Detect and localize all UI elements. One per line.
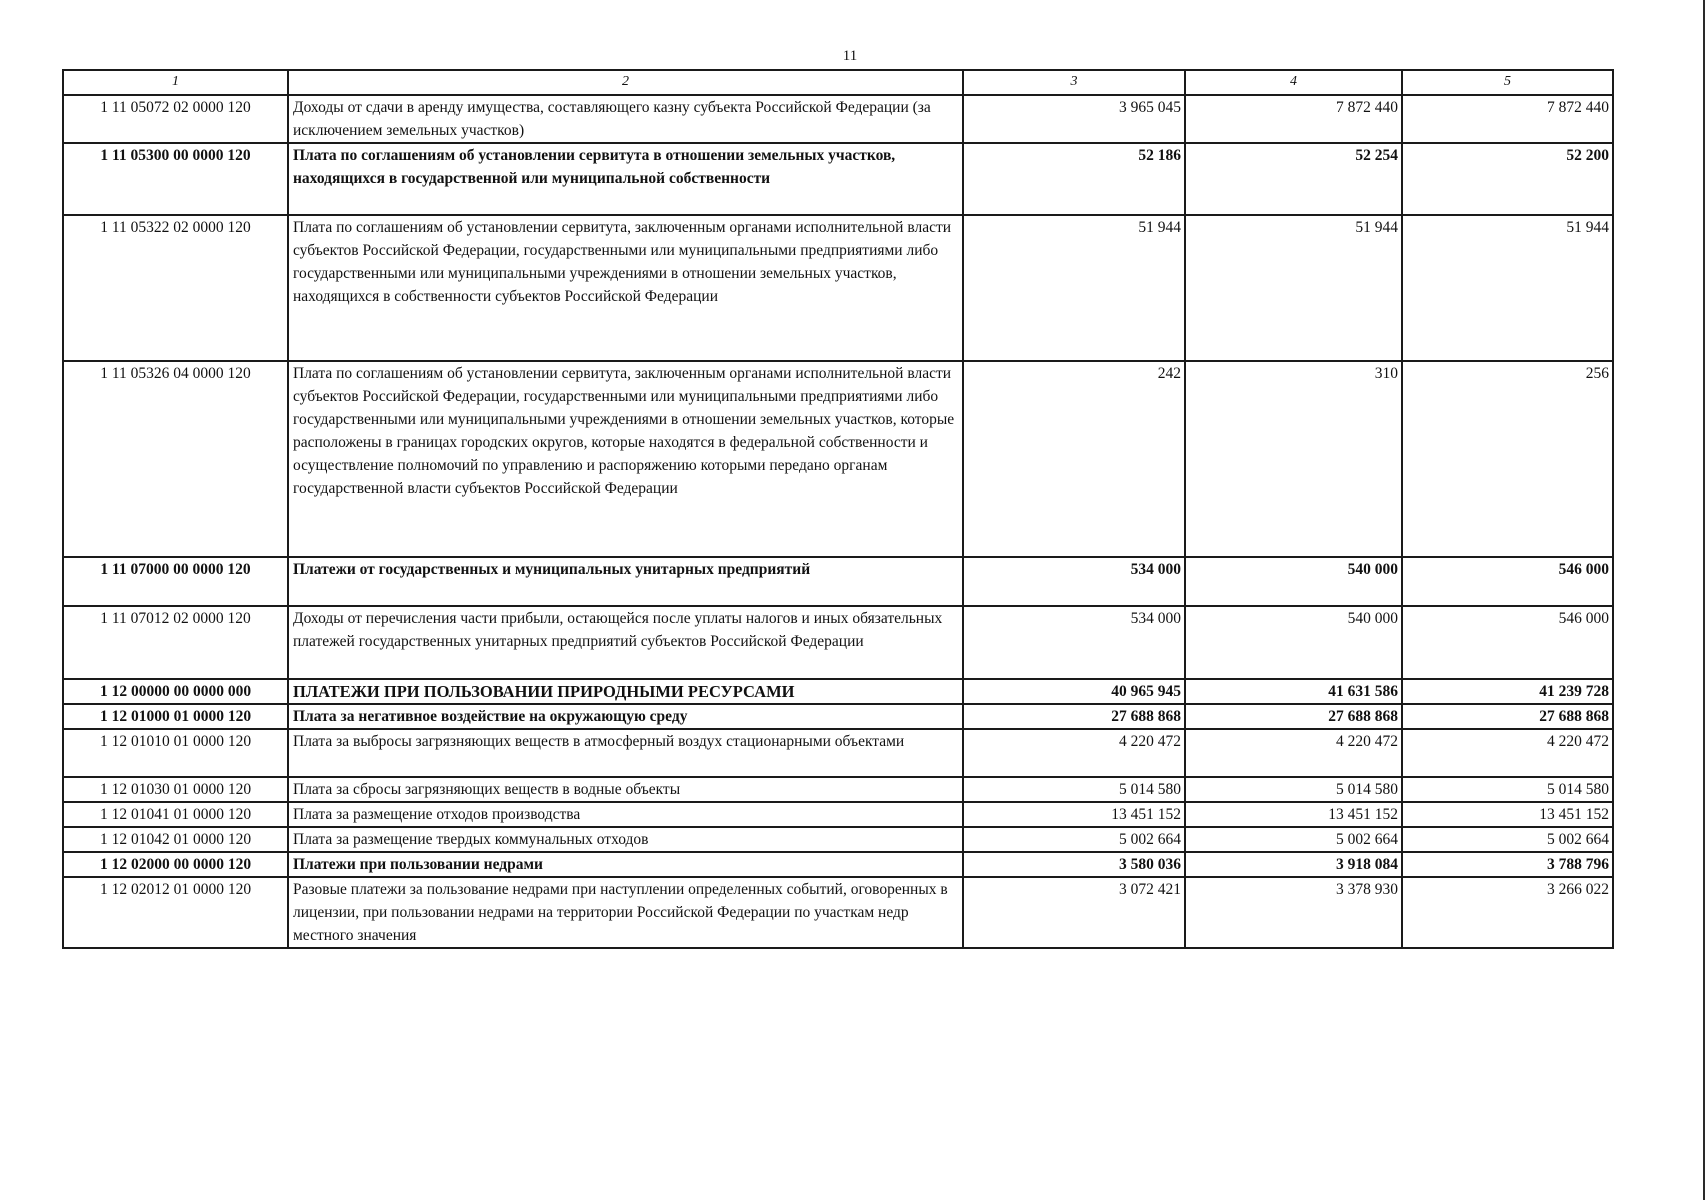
row-name: ПЛАТЕЖИ ПРИ ПОЛЬЗОВАНИИ ПРИРОДНЫМИ РЕСУРСАМИ (288, 679, 963, 704)
row-value-col3: 40 965 945 (963, 679, 1185, 704)
table-header-row (63, 70, 1613, 95)
table-row (63, 802, 1613, 827)
row-value-col3: 534 000 (963, 557, 1185, 606)
header-col-5: 5 (1402, 70, 1613, 95)
row-code: 1 12 02000 00 0000 120 (63, 852, 288, 877)
row-value-col4: 540 000 (1185, 606, 1402, 679)
row-value-col3: 242 (963, 361, 1185, 557)
row-value-col5: 41 239 728 (1402, 679, 1613, 704)
row-name: Плата по соглашениям об установлении сервитута, заключенным органами исполнительной власти субъектов Российской Федерации, государственными или муниципальными предприятиями либо государственными или муниципальными учреждениями в отношении земельных участков, находящихся в собственности субъектов Российской Федерации (288, 215, 963, 361)
row-value-col3: 5 014 580 (963, 777, 1185, 802)
table-row (63, 852, 1613, 877)
table-row (63, 877, 1613, 948)
table-row (63, 143, 1613, 215)
row-value-col3: 4 220 472 (963, 729, 1185, 777)
row-value-col3: 51 944 (963, 215, 1185, 361)
row-value-col3: 52 186 (963, 143, 1185, 215)
row-code: 1 11 05300 00 0000 120 (63, 143, 288, 215)
row-value-col4: 52 254 (1185, 143, 1402, 215)
row-code: 1 12 01041 01 0000 120 (63, 802, 288, 827)
row-name: Плата по соглашениям об установлении сервитута в отношении земельных участков, находящихся в государственной или муниципальной собственности (288, 143, 963, 215)
row-name: Доходы от перечисления части прибыли, остающейся после уплаты налогов и иных обязательных платежей государственных унитарных предприятий субъектов Российской Федерации (288, 606, 963, 679)
row-value-col4: 41 631 586 (1185, 679, 1402, 704)
table-row (63, 679, 1613, 704)
table-row (63, 557, 1613, 606)
row-value-col3: 3 580 036 (963, 852, 1185, 877)
table-row (63, 777, 1613, 802)
row-value-col3: 3 072 421 (963, 877, 1185, 948)
row-name: Платежи от государственных и муниципальных унитарных предприятий (288, 557, 963, 606)
row-value-col5: 5 014 580 (1402, 777, 1613, 802)
row-code: 1 12 00000 00 0000 000 (63, 679, 288, 704)
row-value-col4: 3 378 930 (1185, 877, 1402, 948)
row-name: Плата за размещение отходов производства (288, 802, 963, 827)
row-value-col5: 3 266 022 (1402, 877, 1613, 948)
row-value-col5: 546 000 (1402, 606, 1613, 679)
row-value-col4: 27 688 868 (1185, 704, 1402, 729)
row-code: 1 12 01010 01 0000 120 (63, 729, 288, 777)
row-value-col3: 5 002 664 (963, 827, 1185, 852)
header-col-4: 4 (1185, 70, 1402, 95)
table-row (63, 215, 1613, 361)
row-name: Доходы от сдачи в аренду имущества, составляющего казну субъекта Российской Федерации (за исключением земельных участков) (288, 95, 963, 143)
row-value-col5: 5 002 664 (1402, 827, 1613, 852)
row-value-col5: 256 (1402, 361, 1613, 557)
row-code: 1 11 05322 02 0000 120 (63, 215, 288, 361)
row-value-col3: 3 965 045 (963, 95, 1185, 143)
table-row (63, 606, 1613, 679)
row-value-col3: 13 451 152 (963, 802, 1185, 827)
header-col-1: 1 (63, 70, 288, 95)
row-code: 1 12 01030 01 0000 120 (63, 777, 288, 802)
row-value-col4: 5 014 580 (1185, 777, 1402, 802)
row-value-col4: 310 (1185, 361, 1402, 557)
row-code: 1 12 01000 01 0000 120 (63, 704, 288, 729)
row-name: Разовые платежи за пользование недрами при наступлении определенных событий, оговоренных в лицензии, при пользовании недрами на территории Российской Федерации по участкам недр местного значения (288, 877, 963, 948)
table-row (63, 704, 1613, 729)
row-value-col5: 7 872 440 (1402, 95, 1613, 143)
row-value-col5: 13 451 152 (1402, 802, 1613, 827)
row-value-col4: 13 451 152 (1185, 802, 1402, 827)
table-row (63, 95, 1613, 143)
row-name: Плата за размещение твердых коммунальных отходов (288, 827, 963, 852)
table-row (63, 827, 1613, 852)
row-code: 1 11 07000 00 0000 120 (63, 557, 288, 606)
row-value-col4: 7 872 440 (1185, 95, 1402, 143)
row-code: 1 12 01042 01 0000 120 (63, 827, 288, 852)
table-row (63, 729, 1613, 777)
table-row (63, 361, 1613, 557)
row-value-col3: 534 000 (963, 606, 1185, 679)
row-value-col3: 27 688 868 (963, 704, 1185, 729)
row-value-col4: 4 220 472 (1185, 729, 1402, 777)
row-code: 1 12 02012 01 0000 120 (63, 877, 288, 948)
row-value-col4: 51 944 (1185, 215, 1402, 361)
row-name: Плата за негативное воздействие на окружающую среду (288, 704, 963, 729)
row-value-col5: 52 200 (1402, 143, 1613, 215)
row-name: Плата по соглашениям об установлении сервитута, заключенным органами исполнительной власти субъектов Российской Федерации, государственными или муниципальными предприятиями либо государственными или муниципальными учреждениями в отношении земельных участков, которые расположены в границах городских округов, которые находятся в федеральной собственности и осуществление полномочий по управлению и распоряжению которыми передано органам государственной власти субъектов Российской Федерации (288, 361, 963, 557)
row-value-col5: 4 220 472 (1402, 729, 1613, 777)
row-value-col5: 546 000 (1402, 557, 1613, 606)
row-name: Платежи при пользовании недрами (288, 852, 963, 877)
revenue-table (62, 69, 1614, 949)
row-code: 1 11 07012 02 0000 120 (63, 606, 288, 679)
row-value-col4: 5 002 664 (1185, 827, 1402, 852)
row-code: 1 11 05326 04 0000 120 (63, 361, 288, 557)
header-col-2: 2 (288, 70, 963, 95)
row-code: 1 11 05072 02 0000 120 (63, 95, 288, 143)
page-number: 11 (842, 48, 858, 64)
row-value-col5: 51 944 (1402, 215, 1613, 361)
row-value-col4: 540 000 (1185, 557, 1402, 606)
row-value-col5: 27 688 868 (1402, 704, 1613, 729)
row-name: Плата за сбросы загрязняющих веществ в водные объекты (288, 777, 963, 802)
row-name: Плата за выбросы загрязняющих веществ в атмосферный воздух стационарными объектами (288, 729, 963, 777)
row-value-col5: 3 788 796 (1402, 852, 1613, 877)
row-value-col4: 3 918 084 (1185, 852, 1402, 877)
header-col-3: 3 (963, 70, 1185, 95)
